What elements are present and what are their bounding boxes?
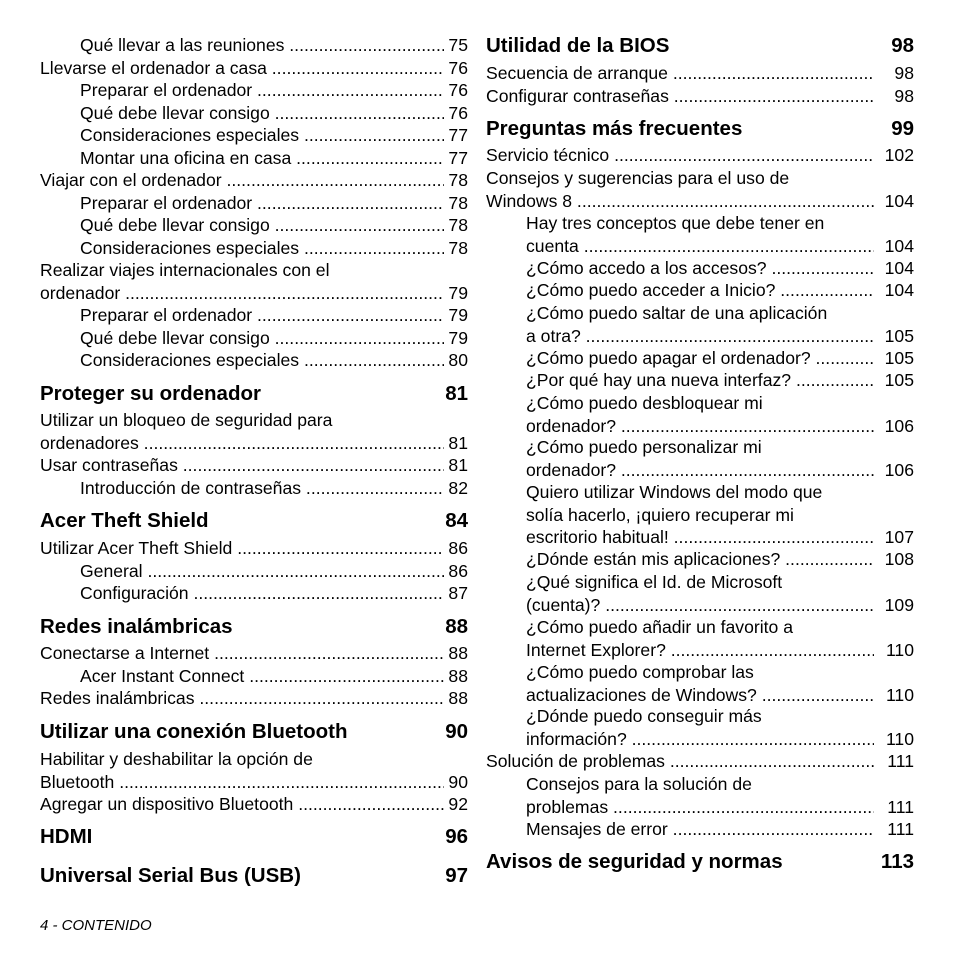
toc-entry (40, 537, 468, 560)
toc-entry (486, 594, 914, 617)
toc-entry-page: 79 (448, 282, 468, 303)
toc-entry-page: 87 (448, 583, 468, 603)
toc-entry (40, 34, 468, 57)
toc-entry (40, 102, 468, 125)
toc-entry-page: 92 (448, 794, 468, 814)
toc-entry-page: 86 (448, 561, 468, 581)
toc-entry-line (40, 409, 468, 432)
toc-entry-title: Qué debe llevar consigo ..... (80, 214, 444, 237)
toc-entry-text: Hay tres conceptos que debe tener en (526, 213, 825, 233)
toc-entry-line (486, 481, 914, 504)
toc-entry-text: Realizar viajes internacionales con el (40, 260, 330, 280)
toc-entry (486, 639, 914, 662)
toc-entry (40, 582, 468, 605)
toc-entry-page: 77 (448, 148, 468, 168)
toc-entry-title: ordenador ..... (40, 282, 444, 305)
toc-entry-page: 107 (884, 527, 914, 548)
toc-section-heading (486, 849, 914, 875)
toc-entry-page: 76 (448, 103, 468, 123)
toc-heading-page: 84 (445, 509, 468, 532)
toc-section-heading (40, 719, 468, 745)
toc-entry-title: ¿Cómo puedo acceder a Inicio? ..... (526, 279, 874, 302)
toc-entry-title: escritorio habitual! ..... (526, 526, 874, 549)
toc-entry-text: Consejos para la solución de (526, 774, 752, 794)
toc-entry-page: 104 (884, 235, 914, 256)
toc-section-heading (40, 508, 468, 534)
toc-entry (486, 325, 914, 348)
toc-entry-page: 106 (884, 459, 914, 480)
toc-entry (486, 190, 914, 213)
toc-entry-page: 111 (887, 751, 914, 771)
toc-entry-title: ¿Cómo accedo a los accesos? ..... (526, 257, 874, 280)
toc-entry (486, 459, 914, 482)
toc-entry-title: Redes inalámbricas ..... (40, 687, 444, 710)
toc-entry-line (486, 571, 914, 594)
page-footer: 4 - CONTENIDO (40, 917, 152, 934)
toc-entry-line (40, 259, 468, 282)
toc-entry (486, 279, 914, 302)
toc-entry-title: cuenta ..... (526, 235, 874, 258)
toc-entry-title: (cuenta)? ..... (526, 594, 874, 617)
toc-heading-title: Acer Theft Shield (40, 509, 209, 532)
toc-entry (40, 237, 468, 260)
toc-entry-page: 111 (887, 796, 914, 817)
toc-entry-title: Qué debe llevar consigo ..... (80, 327, 444, 350)
toc-entry-text: ¿Cómo puedo añadir un favorito a (526, 617, 793, 637)
toc-heading-page: 90 (445, 720, 468, 743)
toc-entry-title: ¿Por qué hay una nueva interfaz? ..... (526, 369, 874, 392)
toc-entry-title: actualizaciones de Windows? ..... (526, 684, 874, 707)
toc-entry-page: 81 (448, 455, 468, 475)
toc-entry-line (486, 504, 914, 527)
toc-entry (486, 526, 914, 549)
toc-section-heading (40, 381, 468, 407)
toc-entry (40, 477, 468, 500)
toc-entry (40, 432, 468, 455)
toc-entry-line (486, 616, 914, 639)
toc-entry-line (486, 167, 914, 190)
toc-entry-title: Utilizar Acer Theft Shield ..... (40, 537, 444, 560)
toc-entry-page: 108 (884, 549, 914, 569)
toc-entry-title: ordenador? ..... (526, 459, 874, 482)
toc-entry-page: 88 (448, 688, 468, 708)
toc-entry-title: Consideraciones especiales ..... (80, 349, 444, 372)
toc-entry (40, 124, 468, 147)
toc-entry-text: Habilitar y deshabilitar la opción de (40, 749, 313, 769)
toc-entry-title: Bluetooth ..... (40, 771, 444, 794)
toc-entry-title: Internet Explorer? ..... (526, 639, 874, 662)
toc-entry (40, 282, 468, 305)
toc-entry-page: 88 (448, 643, 468, 663)
toc-heading-title: Utilidad de la BIOS (486, 34, 670, 57)
toc-heading-title: HDMI (40, 825, 93, 848)
toc-heading-title: Universal Serial Bus (USB) (40, 864, 301, 887)
toc-entry-title: Configuración ..... (80, 582, 444, 605)
toc-entry (40, 560, 468, 583)
toc-heading-title: Redes inalámbricas (40, 615, 233, 638)
toc-entry (486, 548, 914, 571)
toc-entry-page: 75 (448, 35, 468, 55)
toc-entry (40, 192, 468, 215)
toc-entry-text: ¿Cómo puedo personalizar mi (526, 437, 762, 457)
toc-entry-page: 105 (884, 325, 914, 346)
toc-entry-title: Preparar el ordenador ..... (80, 192, 444, 215)
toc-entry-text: Consejos y sugerencias para el uso de (486, 168, 790, 188)
toc-entry-page: 80 (448, 350, 468, 370)
toc-entry-title: información? ..... (526, 728, 874, 751)
toc-entry (486, 684, 914, 707)
toc-entry (486, 369, 914, 392)
toc-entry-title: Servicio técnico ..... (486, 144, 874, 167)
toc-entry-page: 106 (884, 415, 914, 436)
toc-heading-page: 99 (891, 117, 914, 140)
toc-entry-title: Acer Instant Connect ..... (80, 665, 444, 688)
toc-entry (40, 665, 468, 688)
toc-entry-title: Introducción de contraseñas ..... (80, 477, 444, 500)
toc-entry (40, 687, 468, 710)
toc-entry-title: Llevarse el ordenador a casa ..... (40, 57, 444, 80)
toc-entry (486, 818, 914, 841)
toc-section-heading (486, 116, 914, 142)
toc-entry-page: 110 (885, 684, 914, 705)
toc-entry (486, 796, 914, 819)
toc-heading-title: Preguntas más frecuentes (486, 117, 743, 140)
toc-entry-title: ¿Cómo puedo apagar el ordenador? ..... (526, 347, 874, 370)
toc-entry-title: ¿Dónde están mis aplicaciones? ..... (526, 548, 874, 571)
toc-entry (40, 349, 468, 372)
toc-entry-title: Consideraciones especiales ..... (80, 124, 444, 147)
toc-entry-title: Preparar el ordenador ..... (80, 304, 444, 327)
toc-entry-title: Montar una oficina en casa ..... (80, 147, 444, 170)
toc-entry-text: ¿Cómo puedo desbloquear mi (526, 393, 763, 413)
toc-heading-page: 97 (445, 864, 468, 887)
toc-entry (40, 169, 468, 192)
toc-entry-page: 98 (894, 63, 914, 83)
toc-heading-page: 98 (891, 34, 914, 57)
toc-entry-page: 78 (448, 193, 468, 213)
toc-entry (486, 415, 914, 438)
toc-entry-page: 105 (884, 348, 914, 368)
toc-entry-title: Usar contraseñas ..... (40, 454, 444, 477)
toc-entry-page: 110 (885, 728, 914, 749)
toc-entry-page: 110 (885, 639, 914, 660)
toc-entry-page: 81 (448, 432, 468, 453)
toc-entry (40, 304, 468, 327)
toc-entry-page: 104 (884, 280, 914, 300)
toc-section-heading (486, 33, 914, 59)
toc-entry-line (486, 302, 914, 325)
toc-entry (40, 214, 468, 237)
toc-entry-text: solía hacerlo, ¡quiero recuperar mi (526, 504, 794, 525)
toc-entry-title: ordenadores ..... (40, 432, 444, 455)
toc-entry-page: 76 (448, 80, 468, 100)
toc-entry-title: General ..... (80, 560, 444, 583)
toc-entry-page: 98 (894, 86, 914, 106)
toc-entry-line (486, 392, 914, 415)
toc-entry-title: Solución de problemas ..... (486, 750, 874, 773)
toc-entry (486, 750, 914, 773)
toc-entry-title: Qué debe llevar consigo ..... (80, 102, 444, 125)
toc-entry-title: ordenador? ..... (526, 415, 874, 438)
toc-entry (40, 79, 468, 102)
toc-heading-title: Proteger su ordenador (40, 382, 261, 405)
toc-entry-title: Consideraciones especiales ..... (80, 237, 444, 260)
toc-entry-page: 79 (448, 328, 468, 348)
toc-entry-page: 102 (884, 145, 914, 165)
toc-entry-line (486, 436, 914, 459)
toc-entry (40, 147, 468, 170)
toc-entry-line (40, 748, 468, 771)
toc-entry-page: 104 (884, 190, 914, 211)
toc-entry-page: 104 (884, 258, 914, 278)
toc-entry-title: Viajar con el ordenador ..... (40, 169, 444, 192)
toc-heading-page: 113 (880, 850, 914, 873)
toc-entry-page: 88 (448, 666, 468, 686)
toc-entry-title: a otra? ..... (526, 325, 874, 348)
toc-entry-page: 109 (884, 594, 914, 615)
toc-entry (486, 235, 914, 258)
toc-entry (40, 57, 468, 80)
toc-entry-line (486, 705, 914, 728)
toc-entry-page: 111 (887, 819, 914, 839)
toc-entry (486, 85, 914, 108)
toc-heading-title: Avisos de seguridad y normas (486, 850, 783, 873)
toc-section-heading (40, 824, 468, 850)
toc-entry-title: Windows 8 ..... (486, 190, 874, 213)
toc-entry-text: ¿Cómo puedo saltar de una aplicación (526, 303, 828, 323)
toc-section-heading (40, 863, 468, 889)
toc-entry-page: 79 (448, 305, 468, 325)
toc-entry (486, 728, 914, 751)
toc-entry-text: ¿Dónde puedo conseguir más (526, 706, 762, 726)
toc-entry-page: 105 (884, 370, 914, 390)
toc-entry (40, 771, 468, 794)
toc-heading-page: 96 (445, 825, 468, 848)
toc-entry-line (486, 661, 914, 684)
toc-heading-title: Utilizar una conexión Bluetooth (40, 720, 348, 743)
toc-section-heading (40, 614, 468, 640)
toc-entry (40, 327, 468, 350)
toc-entry-page: 86 (448, 538, 468, 558)
toc-entry-line (486, 212, 914, 235)
toc-entry (40, 793, 468, 816)
toc-entry-page: 90 (448, 771, 468, 792)
toc-entry-title: Preparar el ordenador ..... (80, 79, 444, 102)
toc-entry-page: 78 (448, 238, 468, 258)
toc-entry (486, 144, 914, 167)
toc-entry-title: Conectarse a Internet ..... (40, 642, 444, 665)
toc-heading-page: 81 (445, 382, 468, 405)
toc-entry-line (486, 773, 914, 796)
toc-entry-title: Configurar contraseñas ..... (486, 85, 874, 108)
toc-entry-text: Utilizar un bloqueo de seguridad para (40, 410, 333, 430)
toc-entry-text: ¿Qué significa el Id. de Microsoft (526, 572, 783, 592)
toc-entry-title: Agregar un dispositivo Bluetooth ..... (40, 793, 444, 816)
toc-entry-title: Qué llevar a las reuniones ..... (80, 34, 444, 57)
toc-heading-page: 88 (445, 615, 468, 638)
toc-entry-text: Quiero utilizar Windows del modo que (526, 482, 823, 502)
toc-entry (40, 454, 468, 477)
toc-entry-title: problemas ..... (526, 796, 874, 819)
toc-entry-page: 76 (448, 58, 468, 78)
toc-entry-page: 78 (448, 215, 468, 235)
toc-entry-title: Mensajes de error ..... (526, 818, 874, 841)
toc-entry (486, 347, 914, 370)
toc-entry-title: Secuencia de arranque ..... (486, 62, 874, 85)
toc-entry (40, 642, 468, 665)
toc-entry-text: ¿Cómo puedo comprobar las (526, 662, 754, 682)
toc-entry-page: 78 (448, 170, 468, 190)
toc-entry (486, 257, 914, 280)
toc-entry (486, 62, 914, 85)
toc-entry-page: 82 (448, 478, 468, 498)
toc-entry-page: 77 (448, 125, 468, 145)
